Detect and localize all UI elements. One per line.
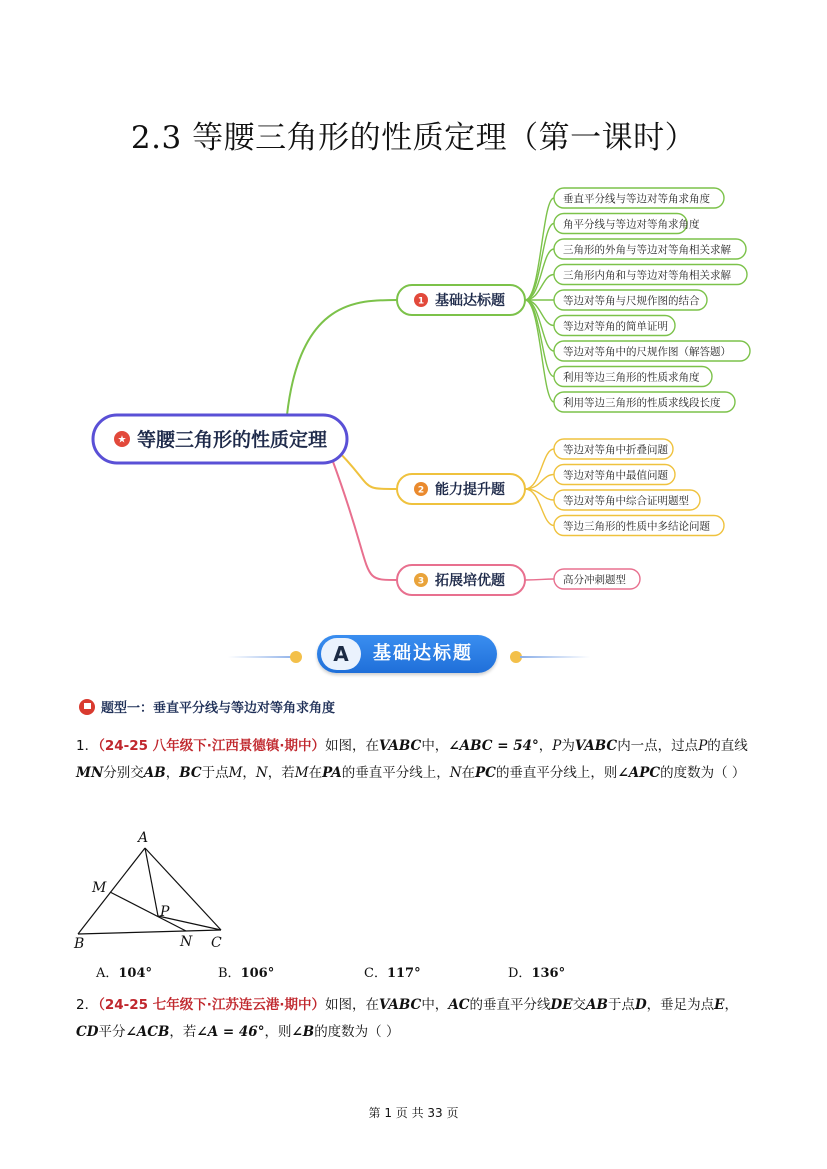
leaf-label: 利用等边三角形的性质求角度 bbox=[563, 371, 700, 384]
q2-math: V bbox=[378, 997, 389, 1013]
label-b: B bbox=[74, 936, 85, 952]
leaf-label: 三角形的外角与等边对等角相关求解 bbox=[563, 244, 731, 256]
q2-text: 交 bbox=[572, 997, 587, 1013]
connector-branch-leaf bbox=[525, 300, 554, 402]
branch-number: 3 bbox=[417, 576, 425, 587]
segment-mn bbox=[110, 892, 186, 931]
q1-text: 的直线 bbox=[707, 738, 748, 754]
branch-number: 2 bbox=[417, 485, 425, 496]
question-type-heading bbox=[79, 697, 335, 716]
q1-math: P bbox=[552, 738, 562, 754]
q2-math: CD bbox=[76, 1024, 99, 1040]
label-a: A bbox=[138, 830, 149, 846]
q2-text: ，若 bbox=[169, 1024, 197, 1040]
q2-text: ，则 bbox=[264, 1024, 292, 1040]
mind-map bbox=[0, 175, 827, 605]
q1-text: ， bbox=[538, 738, 553, 754]
banner-left-line bbox=[228, 656, 298, 658]
q2-math: ∠B bbox=[291, 1024, 315, 1040]
q1-text: 的垂直平分线上，则 bbox=[495, 765, 618, 781]
q1-source: （24-25 八年级下·江西景德镇·期中） bbox=[98, 738, 325, 754]
q2-text: 的度数为（ ） bbox=[314, 1024, 400, 1040]
q1-math: PC bbox=[475, 765, 496, 781]
connector-branch-leaf bbox=[525, 475, 554, 490]
section-banner bbox=[0, 632, 827, 680]
q1-text: 为 bbox=[561, 738, 575, 754]
q2-math: AC bbox=[448, 997, 470, 1013]
q1-math: M bbox=[228, 765, 243, 781]
page-footer: 第 1 页 共 33 页 bbox=[368, 1106, 459, 1120]
q1-math: MN bbox=[76, 765, 104, 781]
section-pill bbox=[317, 635, 497, 673]
question-1 bbox=[76, 733, 756, 787]
banner-left-dot bbox=[290, 651, 302, 663]
star-glyph: ★ bbox=[117, 434, 127, 446]
q1-math: ABC bbox=[388, 738, 422, 754]
branch-label: 拓展培优题 bbox=[435, 573, 505, 589]
connector-branch-leaf bbox=[525, 489, 554, 526]
leaf-label: 等边对等角中的尺规作图（解答题） bbox=[563, 346, 731, 358]
leaf-label: 等边对等角与尺规作图的结合 bbox=[563, 295, 700, 307]
q2-text: ， bbox=[724, 997, 738, 1013]
segment-ab bbox=[78, 848, 145, 934]
question-2 bbox=[76, 992, 756, 1046]
segment-ac bbox=[145, 848, 221, 930]
q2-text: 的垂直平分线 bbox=[469, 997, 551, 1013]
q1-math: ABC bbox=[584, 738, 618, 754]
q2-text: 如图，在 bbox=[324, 997, 379, 1013]
branch-label: 基础达标题 bbox=[435, 293, 505, 309]
q1-text: 在 bbox=[461, 765, 476, 781]
q2-number: 2． bbox=[76, 997, 99, 1013]
branch-number: 1 bbox=[417, 296, 425, 307]
q1-text: 如图，在 bbox=[324, 738, 379, 754]
q1-text: 的垂直平分线上， bbox=[341, 765, 450, 781]
segment-bc bbox=[78, 930, 221, 934]
q1-math: V bbox=[574, 738, 585, 754]
option-b[interactable]: B．106° bbox=[218, 966, 275, 981]
option-a[interactable]: A．104° bbox=[96, 966, 153, 981]
q2-math: ABC bbox=[388, 997, 422, 1013]
branch-label: 能力提升题 bbox=[435, 482, 505, 498]
q2-math: D bbox=[634, 997, 647, 1013]
leaf-label: 等边对等角中综合证明题型 bbox=[563, 495, 689, 507]
q1-math: AB bbox=[143, 765, 166, 781]
q2-text: 中， bbox=[421, 997, 449, 1013]
segment-ap bbox=[145, 848, 158, 916]
q1-math: P bbox=[698, 738, 708, 754]
leaf-label: 角平分线与等边对等角求角度 bbox=[563, 218, 700, 231]
option-c[interactable]: C．117° bbox=[364, 966, 421, 981]
leaf-label: 三角形内角和与等边对等角相关求解 bbox=[563, 269, 731, 282]
q1-text: 中， bbox=[421, 738, 449, 754]
flag-icon bbox=[79, 699, 95, 715]
q1-number: 1． bbox=[76, 738, 99, 754]
connector-branch-leaf bbox=[525, 198, 554, 300]
leaf-label: 等边对等角中折叠问题 bbox=[563, 444, 668, 456]
q1-math: ∠ABC = 54° bbox=[448, 738, 539, 754]
q2-math: ∠ACB bbox=[125, 1024, 170, 1040]
q2-text: 于点 bbox=[607, 997, 635, 1013]
page-title: 2.3 等腰三角形的性质定理（第一课时） bbox=[130, 120, 697, 156]
label-m: M bbox=[92, 880, 107, 896]
q1-text: ， bbox=[242, 765, 256, 781]
triangle-figure bbox=[70, 826, 240, 954]
leaf-label: 垂直平分线与等边对等角求角度 bbox=[563, 193, 710, 205]
label-c: C bbox=[211, 935, 222, 951]
q2-math: E bbox=[714, 997, 725, 1013]
q1-text: ， bbox=[165, 765, 180, 781]
q1-math: ∠APC bbox=[617, 765, 661, 781]
q1-math: BC bbox=[179, 765, 202, 781]
q1-text: 内一点，过点 bbox=[617, 738, 699, 754]
label-n: N bbox=[180, 934, 193, 950]
q1-math: N bbox=[255, 765, 268, 781]
section-letter: A bbox=[321, 638, 361, 670]
leaf-label: 利用等边三角形的性质求线段长度 bbox=[563, 397, 721, 409]
q1-text: 的度数为（ ） bbox=[660, 765, 746, 781]
connector-root-branch bbox=[332, 459, 397, 580]
q1-math: PA bbox=[322, 765, 342, 781]
connector-root-branch bbox=[287, 300, 397, 415]
question-type-label: 题型一：垂直平分线与等边对等角求角度 bbox=[101, 701, 336, 716]
q2-math: DE bbox=[550, 997, 573, 1013]
banner-right-line bbox=[520, 656, 590, 658]
q1-math: M bbox=[294, 765, 309, 781]
leaf-label: 等边三角形的性质中多结论问题 bbox=[563, 520, 710, 533]
connector-branch-leaf bbox=[525, 579, 554, 580]
leaf-label: 高分冲刺题型 bbox=[563, 574, 626, 586]
leaf-label: 等边对等角的简单证明 bbox=[563, 320, 668, 333]
q2-math: ∠A = 46° bbox=[196, 1024, 265, 1040]
q1-text: 在 bbox=[308, 765, 323, 781]
q2-math: AB bbox=[586, 997, 608, 1013]
q2-text: 平分 bbox=[98, 1024, 126, 1040]
leaf-label: 等边对等角中最值问题 bbox=[563, 469, 668, 482]
q1-math: N bbox=[449, 765, 462, 781]
q2-text: ，垂足为点 bbox=[646, 997, 715, 1013]
label-p: P bbox=[160, 904, 170, 920]
q2-source: （24-25 七年级下·江苏连云港·期中） bbox=[98, 997, 325, 1013]
root-label: 等腰三角形的性质定理 bbox=[137, 429, 328, 451]
option-d[interactable]: D．136° bbox=[508, 966, 566, 981]
q1-text: ，若 bbox=[267, 765, 295, 781]
section-title: 基础达标题 bbox=[373, 643, 473, 664]
q1-text: 分别交 bbox=[103, 765, 144, 781]
q1-text: 于点 bbox=[201, 765, 229, 781]
q1-math: V bbox=[378, 738, 389, 754]
